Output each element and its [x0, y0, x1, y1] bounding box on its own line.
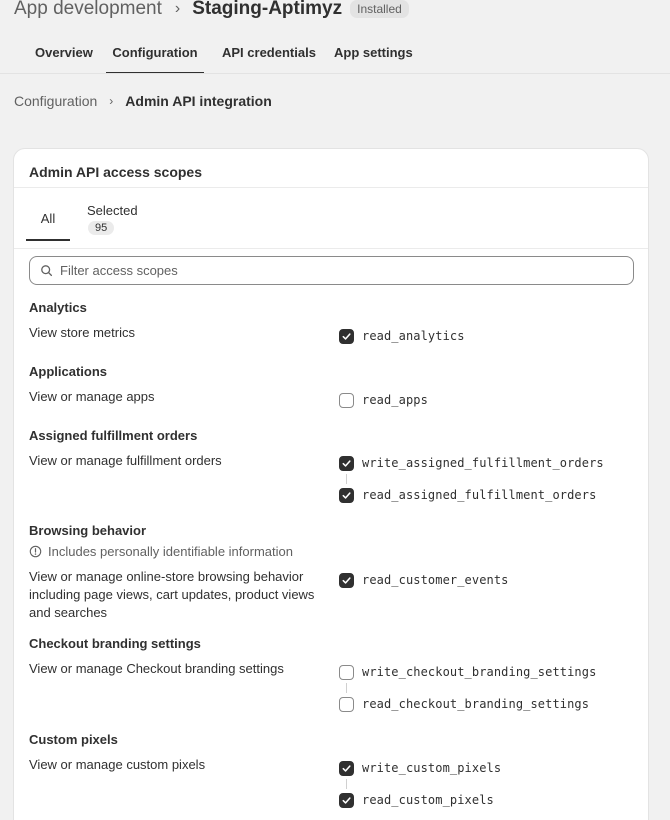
tab-configuration[interactable]: Configuration	[106, 36, 204, 74]
filter-search-field[interactable]	[29, 256, 634, 285]
pii-notice-text: Includes personally identifiable information	[48, 544, 293, 559]
chevron-right-icon: ›	[109, 94, 114, 108]
access-scopes-card	[13, 148, 649, 820]
scope-connector	[346, 779, 347, 789]
section-desc-assigned-fulfillment-orders: View or manage fulfillment orders	[29, 453, 222, 468]
section-title-analytics: Analytics	[29, 300, 87, 315]
scope-read-analytics[interactable]	[339, 328, 465, 344]
pii-notice	[29, 544, 293, 559]
section-title-assigned-fulfillment-orders: Assigned fulfillment orders	[29, 428, 198, 443]
breadcrumb-configuration[interactable]: Configuration	[14, 93, 98, 109]
checkbox-read-apps[interactable]	[339, 393, 354, 408]
chevron-right-icon: ›	[174, 0, 181, 17]
checkbox-read-checkout-branding-settings[interactable]	[339, 697, 354, 712]
checkbox-read-custom-pixels[interactable]	[339, 793, 354, 808]
scope-read-assigned-fulfillment-orders[interactable]	[339, 487, 596, 503]
info-icon	[29, 545, 42, 558]
checkmark-icon	[341, 331, 352, 342]
scope-label: read_checkout_branding_settings	[362, 697, 590, 711]
tab-bar	[0, 36, 670, 74]
scope-label: read_custom_pixels	[362, 793, 494, 807]
section-title-checkout-branding-settings: Checkout branding settings	[29, 636, 201, 651]
checkbox-read-assigned-fulfillment-orders[interactable]	[339, 488, 354, 503]
section-desc-custom-pixels: View or manage custom pixels	[29, 757, 206, 772]
section-title-applications: Applications	[29, 364, 108, 379]
scope-read-apps[interactable]	[339, 392, 428, 408]
scope-read-checkout-branding-settings[interactable]	[339, 696, 589, 712]
page-header	[14, 0, 409, 23]
checkbox-read-customer-events[interactable]	[339, 573, 354, 588]
checkmark-icon	[341, 458, 352, 469]
tab-api-credentials[interactable]: API credentials	[222, 45, 316, 60]
divider	[0, 73, 670, 74]
card-title: Admin API access scopes	[29, 164, 203, 180]
tab-selected-label: Selected	[87, 203, 138, 218]
breadcrumb	[14, 92, 272, 110]
scope-label: write_custom_pixels	[362, 761, 502, 775]
scope-label: read_assigned_fulfillment_orders	[362, 488, 597, 502]
scope-label: write_assigned_fulfillment_orders	[362, 456, 604, 470]
scope-write-custom-pixels[interactable]	[339, 760, 501, 776]
selected-count-badge: 95	[88, 221, 114, 235]
scope-connector	[346, 683, 347, 693]
status-badge: Installed	[350, 0, 409, 18]
tab-selected[interactable]	[87, 203, 138, 235]
section-title-custom-pixels: Custom pixels	[29, 732, 118, 747]
checkmark-icon	[341, 490, 352, 501]
section-desc-analytics: View store metrics	[29, 325, 135, 340]
checkmark-icon	[341, 763, 352, 774]
section-desc-checkout-branding-settings: View or manage Checkout branding settings	[29, 661, 284, 676]
section-desc-browsing-behavior: View or manage online-store browsing behavior including page views, cart updates, product views and searches	[29, 569, 315, 620]
checkmark-icon	[341, 575, 352, 586]
section-title-browsing-behavior: Browsing behavior	[29, 523, 147, 538]
breadcrumb-current: Admin API integration	[125, 93, 272, 109]
scope-label: read_apps	[362, 393, 428, 407]
search-icon	[40, 264, 53, 277]
checkbox-read-analytics[interactable]	[339, 329, 354, 344]
scope-read-customer-events[interactable]	[339, 572, 509, 588]
scope-connector	[346, 474, 347, 484]
scope-read-custom-pixels[interactable]	[339, 792, 494, 808]
tab-overview[interactable]: Overview	[35, 45, 93, 60]
scope-label: read_analytics	[362, 329, 465, 343]
scope-label: read_customer_events	[362, 573, 509, 587]
checkbox-write-custom-pixels[interactable]	[339, 761, 354, 776]
tab-app-settings[interactable]: App settings	[334, 45, 413, 60]
checkbox-write-assigned-fulfillment-orders[interactable]	[339, 456, 354, 471]
breadcrumb-app-development[interactable]: App development	[14, 0, 162, 19]
divider	[14, 187, 649, 188]
scope-write-checkout-branding-settings[interactable]	[339, 664, 596, 680]
tab-all[interactable]: All	[26, 193, 70, 241]
checkmark-icon	[341, 795, 352, 806]
scope-write-assigned-fulfillment-orders[interactable]	[339, 455, 604, 471]
page-title: Staging-Aptimyz	[192, 0, 343, 19]
scope-label: write_checkout_branding_settings	[362, 665, 597, 679]
divider	[14, 248, 649, 249]
section-desc-applications: View or manage apps	[29, 389, 155, 404]
checkbox-write-checkout-branding-settings[interactable]	[339, 665, 354, 680]
search-input[interactable]	[60, 263, 620, 278]
